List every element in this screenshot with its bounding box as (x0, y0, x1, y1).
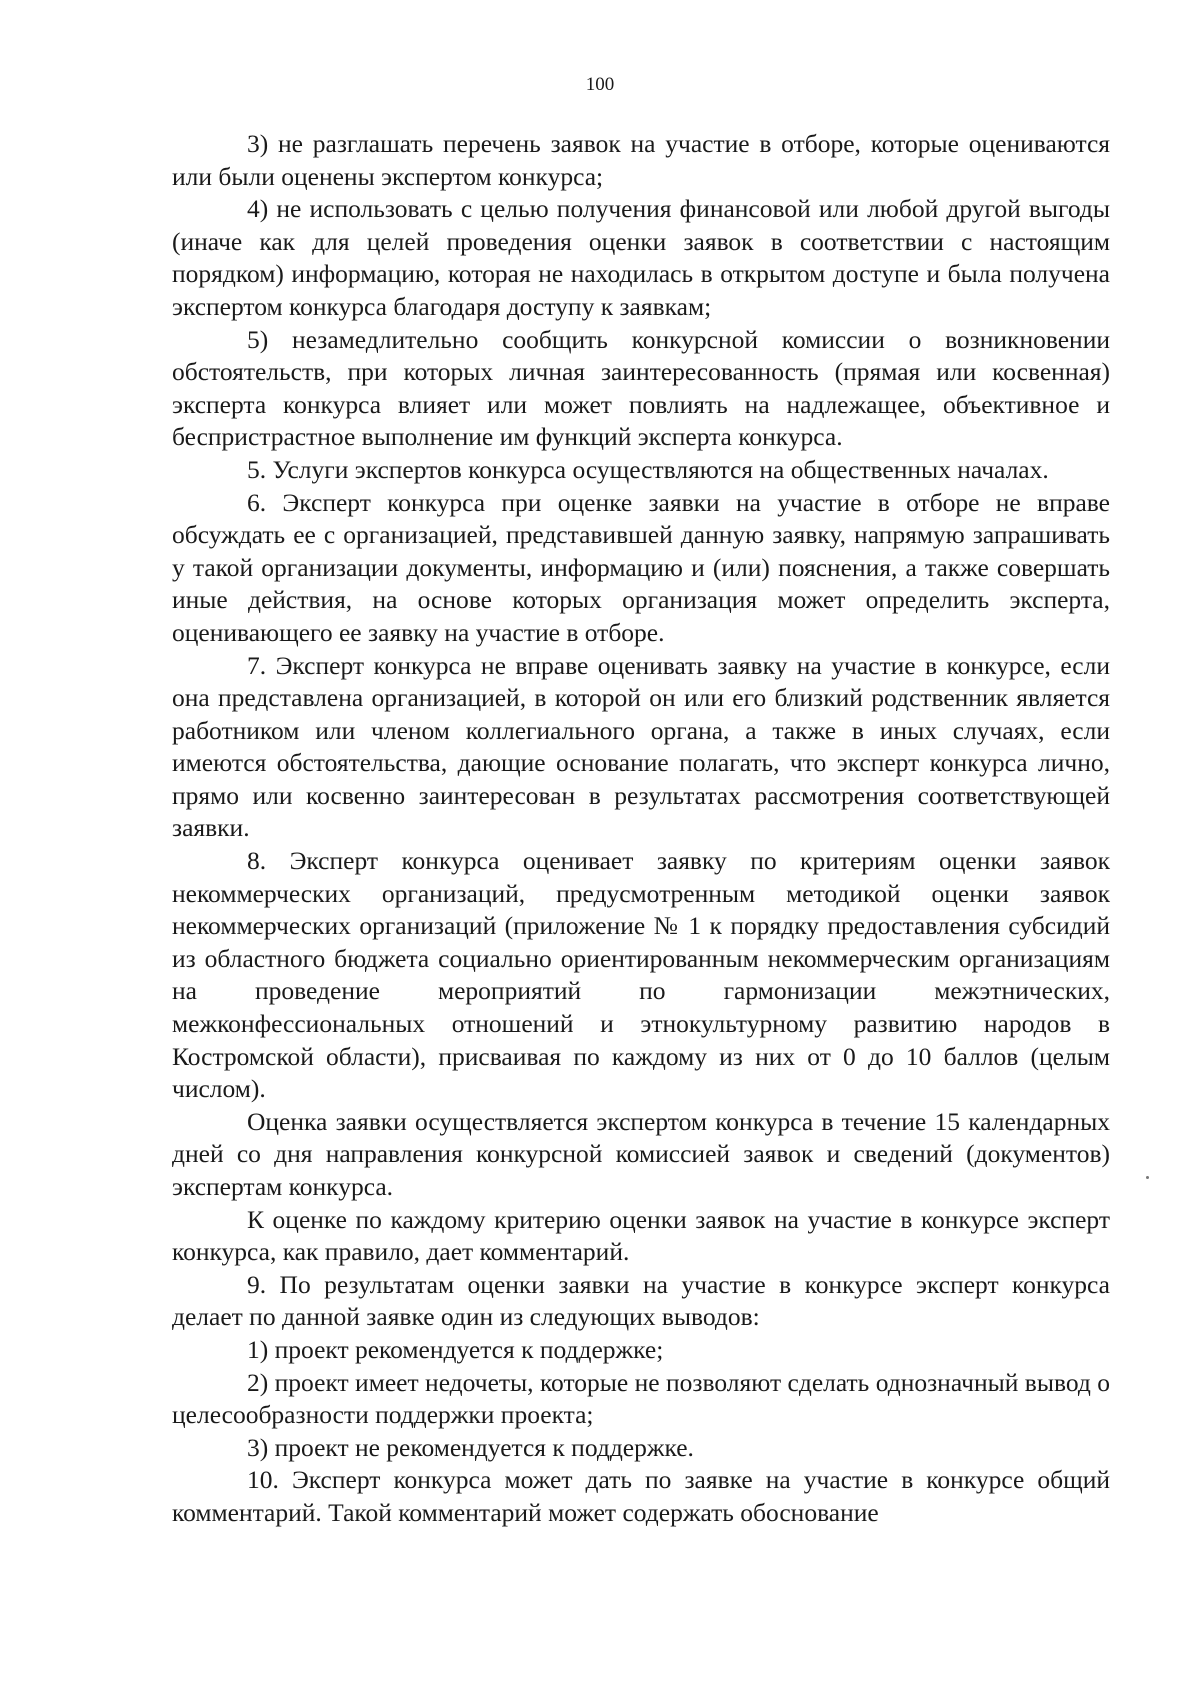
paragraph-section-9: 9. По результатам оценки заявки на участие в конкурсе эксперт конкурса делает по данной заявке один из следующих выводов: (172, 1269, 1110, 1332)
document-body (172, 128, 1110, 1530)
paragraph-item-5: 5) незамедлительно сообщить конкурсной комиссии о возникновении обстоятельств, при которых личная заинтересованность (прямая или косвенная) эксперта конкурса влияет или может повлиять на надлежащее, объективное и беспристрастное выполнение им функций эксперта конкурса. (172, 324, 1110, 452)
conclusion-item-3: 3) проект не рекомендуется к поддержке. (247, 1432, 694, 1462)
paragraph-item-3: 3) не разглашать перечень заявок на участие в отборе, которые оцениваются или были оценены экспертом конкурса; (172, 129, 1110, 191)
conclusion-item-1: 1) проект рекомендуется к поддержке; (247, 1334, 664, 1364)
paragraph-criteria-comment: К оценке по каждому критерию оценки заявок на участие в конкурсе эксперт конкурса, как правило, дает комментарий. (172, 1204, 1110, 1267)
paragraph-section-10: 10. Эксперт конкурса может дать по заявке на участие в конкурсе общий комментарий. Такой комментарий может содержать обоснование (172, 1465, 1110, 1527)
paragraph-evaluation-period: Оценка заявки осуществляется экспертом конкурса в течение 15 календарных дней со дня направления конкурсной комиссией заявок и сведений (документов) экспертам конкурса. (172, 1106, 1110, 1201)
scan-speck (1146, 1176, 1149, 1179)
paragraph-section-8: 8. Эксперт конкурса оценивает заявку по критериям оценки заявок некоммерческих организаций, предусмотренным методикой оценки заявок некоммерческих организаций (приложение № 1 к порядку предоставления субсидий из областного бюджета социально ориентированным некоммерческим организациям на проведение мероприятий по гармонизации межэтнических, межконфессиональных отношений и этнокультурному развитию народов в Костромской области), присваивая по каждому из них от 0 до 10 баллов (целым числом). (172, 846, 1110, 1104)
paragraph-section-5: 5. Услуги экспертов конкурса осуществляются на общественных началах. (247, 454, 1049, 484)
paragraph-section-7: 7. Эксперт конкурса не вправе оценивать заявку на участие в конкурсе, если она представлена организацией, в которой он или его близкий родственник является работником или членом коллегиального органа, а также в иных случаях, если имеются обстоятельства, дающие основание полагать, что эксперт конкурса лично, прямо или косвенно заинтересован в результатах рассмотрения соответствующей заявки. (172, 650, 1110, 843)
paragraph-item-4: 4) не использовать с целью получения финансовой или любой другой выгоды (иначе как для целей проведения оценки заявок в соответствии с настоящим порядком) информацию, которая не находилась в открытом доступе и была получена экспертом конкурса благодаря доступу к заявкам; (172, 194, 1110, 321)
page-number: 100 (585, 74, 615, 95)
paragraph-section-6: 6. Эксперт конкурса при оценке заявки на участие в отборе не вправе обсуждать ее с организацией, представившей данную заявку, напрямую запрашивать у такой организации документы, информацию и (или) пояснения, а также совершать иные действия, на основе которых организация может определить эксперта, оценивающего ее заявку на участие в отборе. (172, 487, 1110, 647)
conclusion-item-2: 2) проект имеет недочеты, которые не позволяют сделать однозначный вывод о целесообразности поддержки проекта; (172, 1367, 1110, 1430)
